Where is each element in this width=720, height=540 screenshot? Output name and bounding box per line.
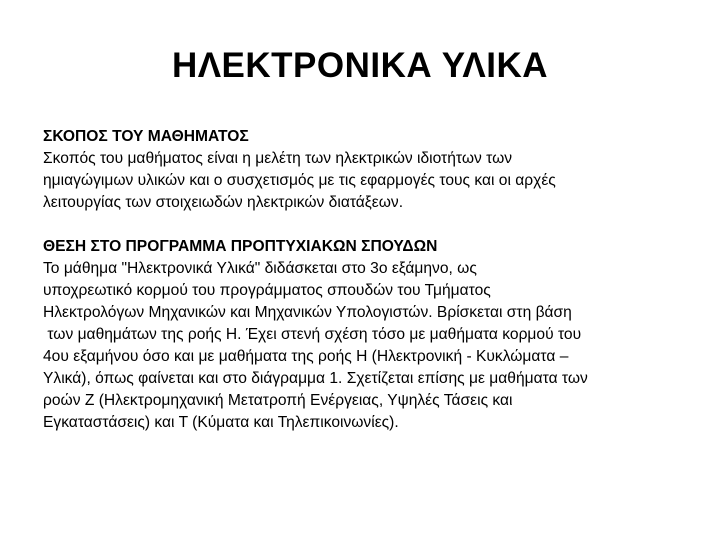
slide-title: ΗΛΕΚΤΡΟΝΙΚΑ ΥΛΙΚΑ — [171, 46, 549, 85]
paragraph-line: ροών Ζ (Ηλεκτρομηχανική Μετατροπή Ενέργειας, Υψηλές Τάσεις και — [43, 392, 513, 409]
paragraph-line: Το μάθημα "Ηλεκτρονικά Υλικά" διδάσκεται στο 3ο εξάμηνο, ως — [43, 260, 477, 277]
section-course-purpose — [43, 126, 703, 214]
paragraph-line: υποχρεωτικό κορμού του προγράμματος σπουδών του Τμήματος — [43, 282, 491, 299]
paragraph-line: Υλικά), όπως φαίνεται και στο διάγραμμα 1. Σχετίζεται επίσης με μαθήματα των — [43, 370, 588, 387]
section-heading: ΣΚΟΠΟΣ ΤΟΥ ΜΑΘΗΜΑΤΟΣ — [43, 128, 249, 145]
paragraph-line: Ηλεκτρολόγων Μηχανικών και Μηχανικών Υπολογιστών. Βρίσκεται στη βάση — [43, 304, 572, 321]
paragraph-line: ημιαγώγιμων υλικών και ο συσχετισμός με τις εφαρμογές τους και οι αρχές — [43, 172, 556, 189]
paragraph-line: 4ου εξαμήνου όσο και με μαθήματα της ροής Η (Ηλεκτρονική - Κυκλώματα – — [43, 348, 569, 365]
section-heading: ΘΕΣΗ ΣΤΟ ΠΡΟΓΡΑΜΜΑ ΠΡΟΠΤΥΧΙΑΚΩΝ ΣΠΟΥΔΩΝ — [43, 238, 438, 255]
paragraph-line: λειτουργίας των στοιχειωδών ηλεκτρικών διατάξεων. — [43, 194, 404, 211]
paragraph-line: Σκοπός του μαθήματος είναι η μελέτη των ηλεκτρικών ιδιοτήτων των — [43, 150, 513, 167]
slide-content — [43, 126, 703, 434]
section-curriculum-position — [43, 236, 703, 434]
paragraph-line: των μαθημάτων της ροής Η. Έχει στενή σχέση τόσο με μαθήματα κορμού του — [43, 326, 582, 343]
paragraph-line: Εγκαταστάσεις) και Τ (Κύματα και Τηλεπικοινωνίες). — [43, 414, 399, 431]
